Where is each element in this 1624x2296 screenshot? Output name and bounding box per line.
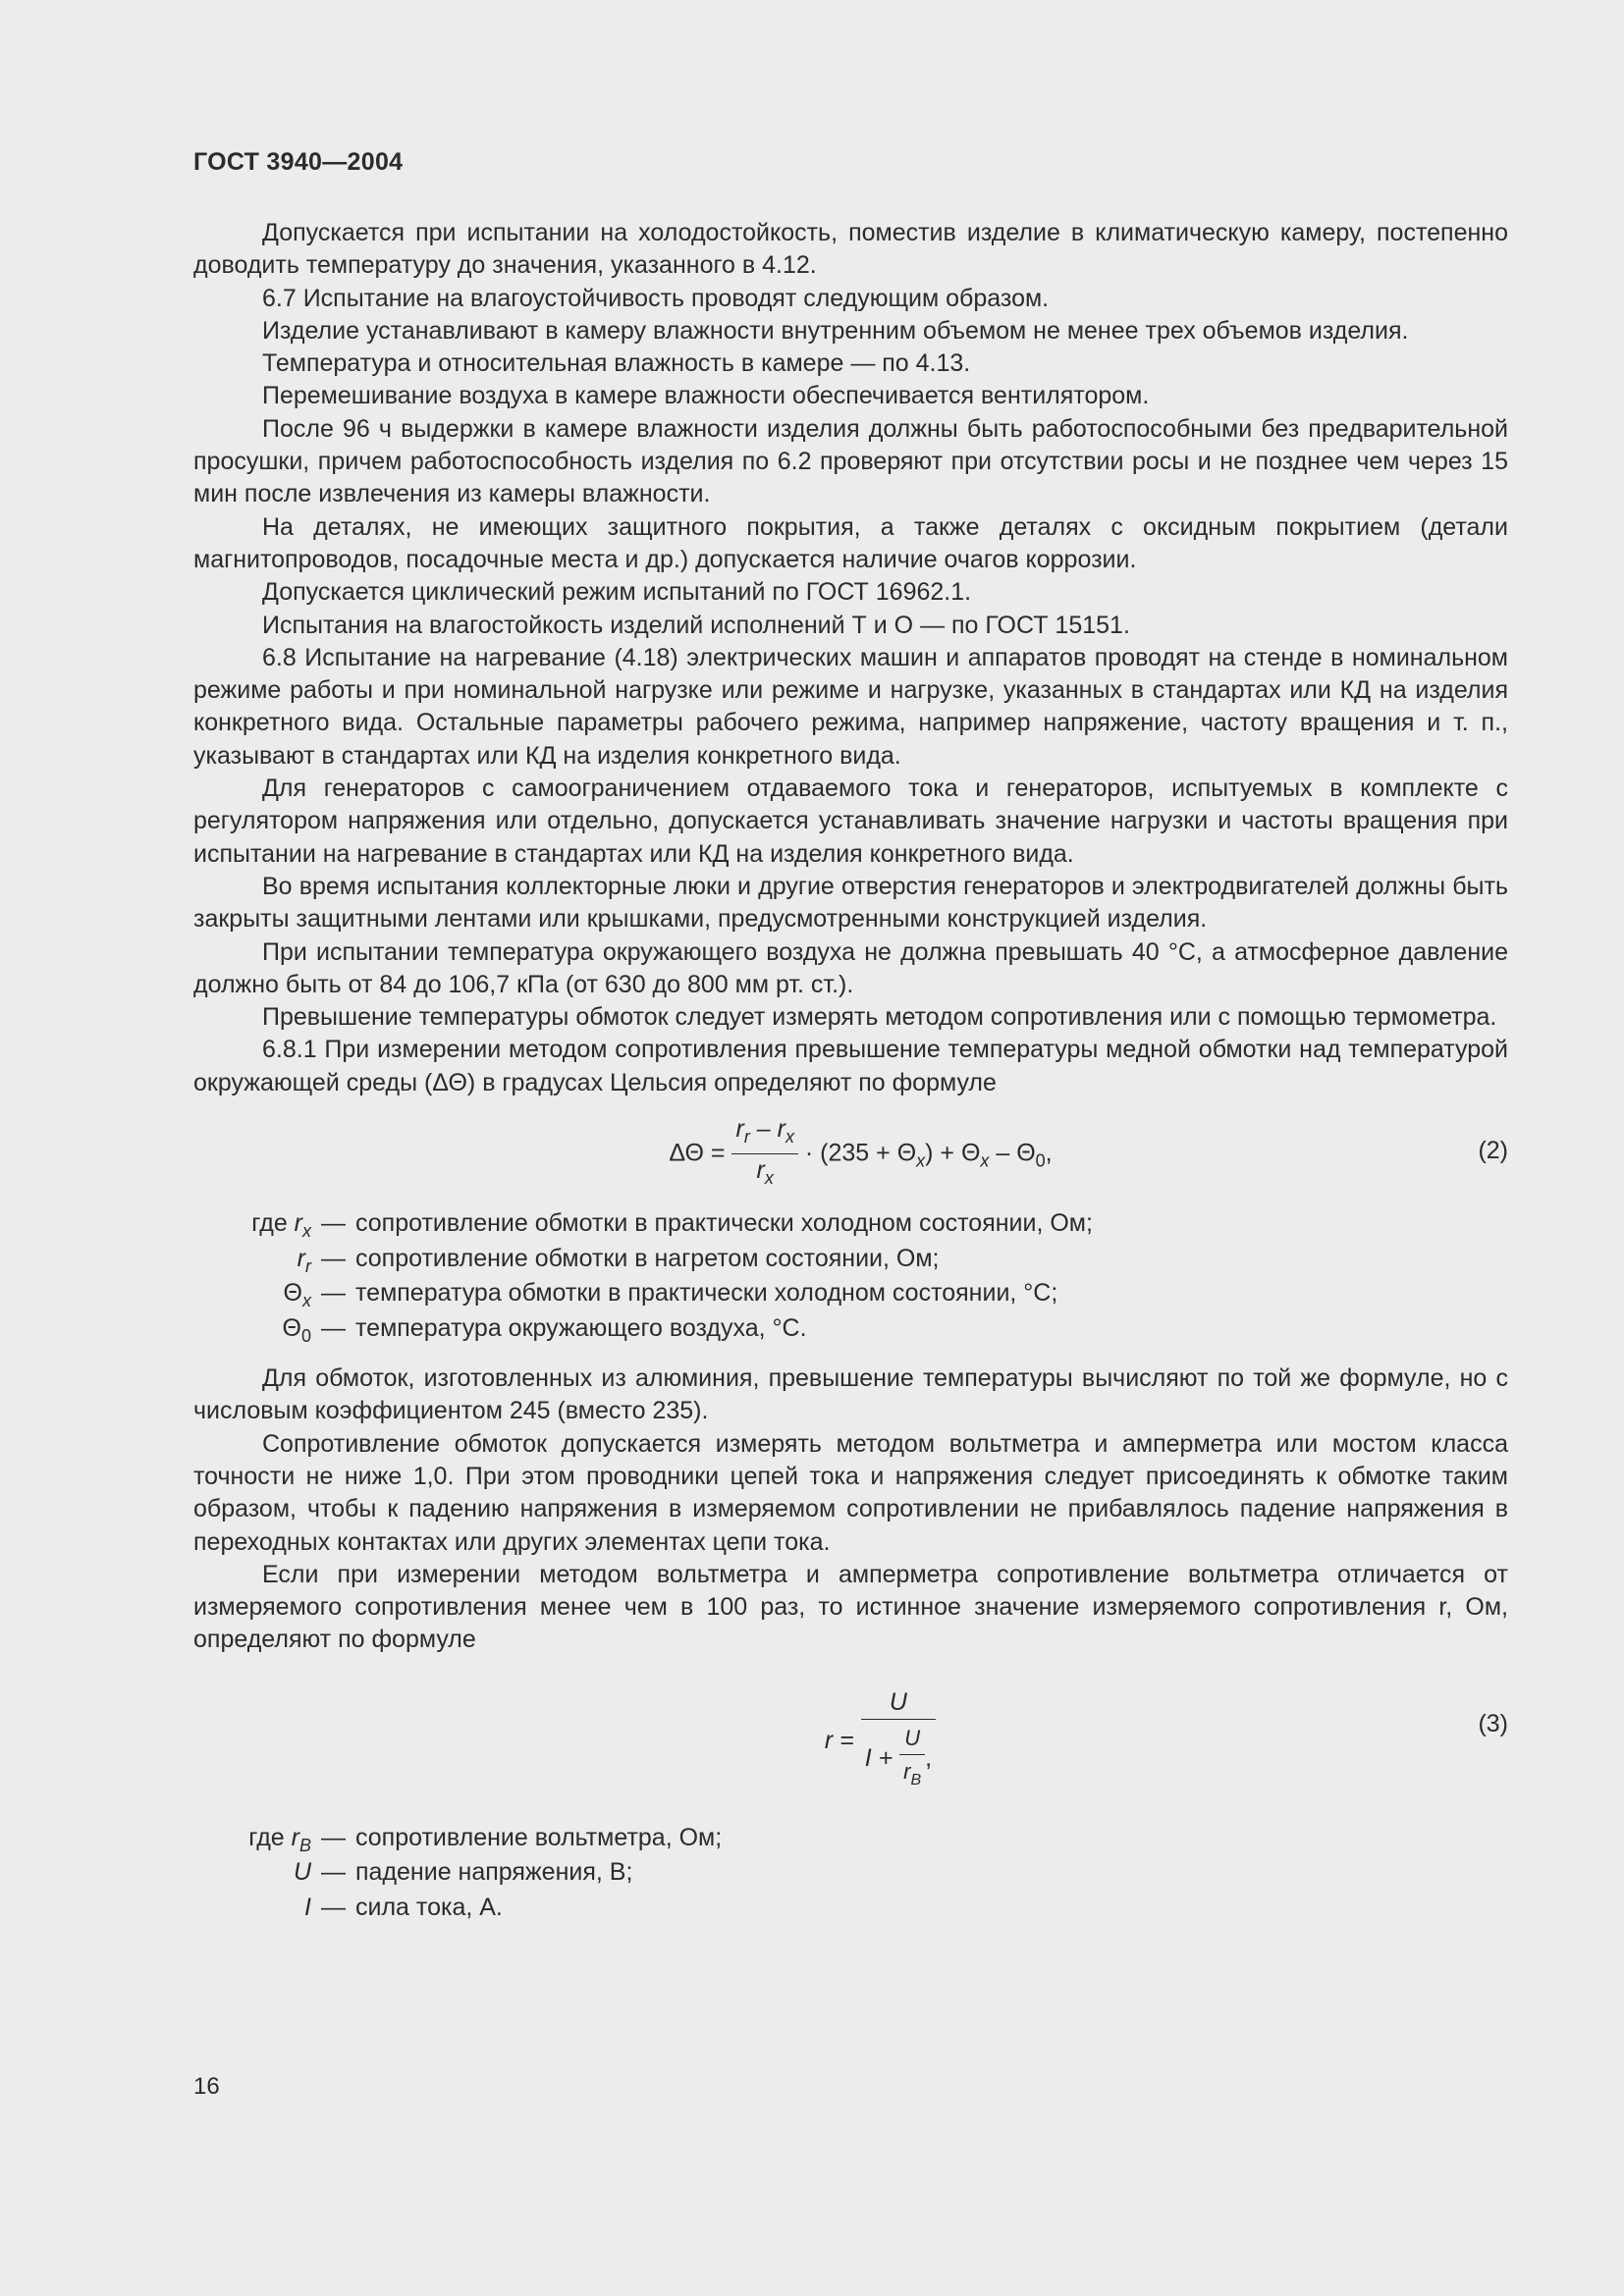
definition-symbol [193,1312,311,1353]
definition-text: падение напряжения, В; [355,1858,633,1887]
definition-prefix: где [251,1209,295,1238]
formula-2-definitions [193,1207,1508,1347]
formula-2-num-a: r [735,1115,744,1144]
definition-symbol-subscript: x [302,1221,311,1242]
definition-symbol-letter: Θ [282,1313,301,1342]
definition-text: сопротивление обмотки в практически холодном состоянии, Ом; [355,1209,1093,1238]
paragraph: Для обмоток, изготовленных из алюминия, превышение температуры вычисляют по той же формуле, но с числовым коэффициентом 245 (вместо 235). [193,1364,1508,1425]
definition-symbol-letter: r [294,1209,302,1238]
paragraph: На деталях, не имеющих защитного покрытия, а также деталях с оксидным покрытием (детали магнитопроводов, посадочные места и др.) допускается наличие очагов коррозии. [193,512,1508,573]
formula-3-inner-den: r [903,1759,911,1785]
definition-symbol-letter: r [291,1823,299,1851]
definition-dash: — [321,1823,346,1851]
paragraph: Если при измерении методом вольтметра и амперметра сопротивление вольтметра отличается от измеряемого сопротивления менее чем в 100 раз, то истинное значение измеряемого сопротивления r, Ом, определяют по формуле [193,1560,1508,1654]
definition-text: сила тока, А. [355,1893,503,1921]
formula-2-rest-2-sub: x [980,1150,990,1171]
formula-2-number: (2) [1478,1137,1508,1165]
page-number: 16 [193,2073,220,2100]
paragraph: Температура и относительная влажность в камере — по 4.13. [262,349,971,378]
paragraph: После 96 ч выдержки в камере влажности изделия должны быть работоспособными без предварительной просушки, причем работоспособность изделия по 6.2 проверяют при отсутствии росы и не позднее чем через 15 мин после извлечения из камеры влажности. [193,414,1508,508]
definition-symbol-letter: r [297,1244,305,1272]
definition-symbol-subscript: B [298,1835,311,1855]
formula-2-denominator [731,1154,797,1195]
paragraph: Допускается при испытании на холодостойкость, поместив изделие в климатическую камеру, постепенно доводить температуру до значения, указанного в 4.12. [193,219,1508,280]
formula-3-lhs: r = [824,1726,854,1754]
formula-2-rest-2: ) + Θ [925,1139,981,1167]
formula-3-number: (3) [1478,1709,1508,1737]
definition-dash: — [321,1209,346,1238]
formula-2-lhs: ΔΘ = [669,1139,726,1167]
paragraph: Испытания на влагостойкость изделий исполнений Т и О — по ГОСТ 15151. [262,611,1130,639]
formula-3-inner-numerator: U [899,1722,925,1755]
definition-dash: — [321,1244,346,1272]
definition-text: сопротивление обмотки в нагретом состоянии, Ом; [355,1244,940,1272]
formula-2-minus: – [749,1115,778,1144]
paragraph: 6.7 Испытание на влагоустойчивость проводят следующим образом. [262,284,1050,312]
paragraph: Допускается циклический режим испытаний по ГОСТ 16962.1. [262,578,972,607]
formula-3-den-a: I + [864,1743,893,1772]
definition-row [193,1243,1508,1278]
formula-2 [193,1105,1508,1207]
paragraph: Для генераторов с самоограничением отдаваемого тока и генераторов, испытуемых в комплекте с регулятором напряжения или отдельно, допускается устанавливать значение нагрузки и частоты вращения при испытании на нагревание в стандартах или КД на изделия конкретного вида. [193,774,1508,868]
definition-text: сопротивление вольтметра, Ом; [355,1823,723,1851]
formula-2-numerator [731,1113,797,1154]
definition-symbol-subscript: x [302,1291,311,1311]
formula-2-num-a-sub: r [743,1127,750,1148]
document-header: ГОСТ 3940—2004 [193,148,404,176]
formula-3-inner-den-sub: B [910,1772,922,1789]
definition-dash: — [321,1858,346,1887]
formula-2-rest-3: – Θ [989,1139,1036,1167]
definition-symbol-letter: I [304,1893,311,1921]
formula-2-den-sub: x [764,1168,774,1189]
formula-3-comma: , [925,1743,933,1772]
formula-2-rest-1-sub: x [916,1150,926,1171]
definition-row [193,1312,1508,1348]
definition-symbol-subscript: 0 [300,1325,311,1346]
formula-2-den: r [756,1156,765,1185]
definition-prefix: где [248,1823,292,1851]
formula-3-fraction [861,1686,936,1797]
formula-3-numerator: U [861,1686,936,1720]
paragraph: 6.8 Испытание на нагревание (4.18) электрических машин и аппаратов проводят на стенде в номинальном режиме работы и при номинальной нагрузке или режиме и нагрузке, указанных в стандартах или КД на изделия конкретного вида. Остальные параметры рабочего режима, например напряжение, частоту вращения и т. п., указывают в стандартах или КД на изделия конкретного вида. [193,643,1508,770]
definition-text: температура окружающего воздуха, °С. [355,1313,807,1342]
definition-symbol [193,1892,311,1932]
paragraph: Сопротивление обмоток допускается измерять методом вольтметра и амперметра или мостом класса точности не ниже 1,0. При этом проводники цепей тока и напряжения следует присоединять к обмотке таким образом, чтобы к падению напряжения в измеряемом сопротивлении не прибавлялось падение напряжения в переходных контактах или других элементах цепи тока. [193,1429,1508,1556]
definition-row [193,1856,1508,1892]
paragraph: Во время испытания коллекторные люки и другие отверстия генераторов и электродвигателей должны быть закрыты защитными лентами или крышками, предусмотренными конструкцией изделия. [193,872,1508,934]
paragraph: При испытании температура окружающего воздуха не должна превышать 40 °С, а атмосферное давление должно быть от 84 до 106,7 кПа (от 630 до 800 мм рт. ст.). [193,937,1508,998]
definition-symbol-letter: U [293,1858,311,1887]
formula-3-definitions [193,1822,1508,1927]
document-body [193,217,1508,1926]
formula-3-denominator [861,1720,936,1797]
formula-2-rest-4: , [1045,1139,1053,1167]
paragraph: Превышение температуры обмоток следует измерять методом сопротивления или с помощью термометра. [262,1003,1497,1032]
paragraph-group-b [193,1362,1508,1657]
definition-symbol-letter: Θ [283,1279,302,1308]
formula-2-expression [193,1113,1518,1196]
paragraph: 6.8.1 При измерении методом сопротивления превышение температуры медной обмотки над температурой окружающей среды (ΔΘ) в градусах Цельсия определяют по формуле [193,1036,1508,1096]
definition-dash: — [321,1313,346,1342]
formula-2-rest-1: · (235 + Θ [804,1139,917,1167]
definition-row [193,1822,1508,1857]
formula-2-num-b: r [777,1115,785,1144]
definition-row [193,1207,1508,1243]
formula-3-inner-denominator [899,1755,925,1796]
paragraph: Изделие устанавливают в камеру влажности внутренним объемом не менее трех объемов изделия. [262,316,1409,345]
formula-2-num-b-sub: x [785,1127,794,1148]
definition-symbol-subscript: r [305,1255,311,1276]
formula-3-inner-fraction [899,1722,925,1797]
definition-dash: — [321,1893,346,1921]
definition-text: температура обмотки в практически холодном состоянии, °С; [355,1279,1058,1308]
formula-3-expression [193,1686,1538,1797]
definition-row [193,1277,1508,1312]
formula-3 [193,1675,1508,1822]
formula-2-rest-3-sub: 0 [1035,1150,1046,1171]
formula-2-fraction [731,1113,797,1196]
paragraph: Перемешивание воздуха в камере влажности обеспечивается вентилятором. [262,382,1150,410]
paragraph-group-a [193,217,1508,1099]
definition-row [193,1892,1508,1927]
definition-dash: — [321,1279,346,1308]
